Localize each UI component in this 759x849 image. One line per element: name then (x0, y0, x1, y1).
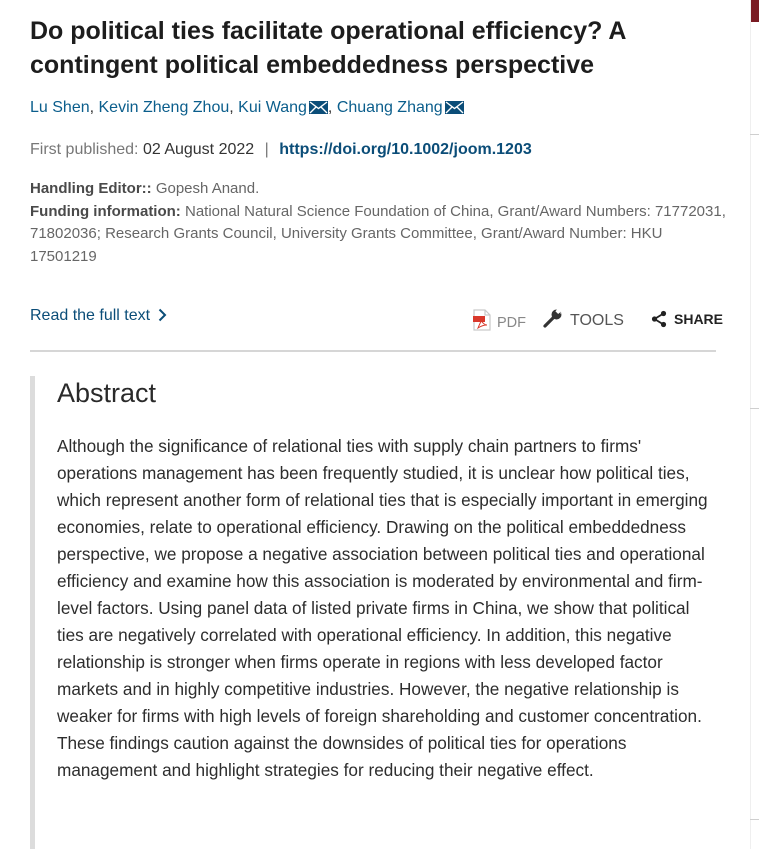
handling-editor-line (30, 178, 730, 201)
pdf-label: PDF (497, 315, 526, 331)
section-divider (30, 350, 716, 352)
author-list (30, 99, 464, 117)
funding-label: Funding information: (30, 202, 181, 220)
tools-label: TOOLS (570, 312, 624, 329)
sidebar-rule (750, 134, 759, 135)
doi-link[interactable]: https://doi.org/10.1002/joom.1203 (279, 141, 532, 158)
first-published-label: First published: (30, 141, 139, 158)
sidebar-edge-thumbnail (751, 0, 759, 22)
abstract-section (30, 376, 725, 849)
envelope-icon[interactable] (445, 101, 464, 114)
separator: | (264, 141, 269, 158)
envelope-icon[interactable] (309, 101, 328, 114)
author-link[interactable]: Lu Shen (30, 99, 90, 116)
tools-button[interactable] (542, 307, 624, 330)
wrench-icon (542, 307, 564, 329)
share-icon (650, 310, 668, 328)
author-link[interactable]: Kevin Zheng Zhou (98, 99, 230, 116)
article-title: Do political ties facilitate operational efficiency? A contingent political embeddedness perspective (30, 17, 626, 79)
read-full-text-link[interactable] (30, 307, 167, 325)
author-link[interactable]: Chuang Zhang (336, 99, 443, 116)
sidebar-rule (750, 819, 759, 820)
handling-editor-label: Handling Editor:: (30, 180, 152, 197)
author-separator: , (89, 99, 99, 116)
share-label: SHARE (674, 311, 724, 327)
sidebar-rule (750, 408, 759, 409)
funding-line (30, 201, 730, 269)
abstract-heading: Abstract (57, 378, 157, 408)
pdf-button[interactable] (473, 309, 526, 331)
funding-text: National Natural Science Foundation of China, Grant/Award Numbers: 71772031, 71802036; Research Grants Council, University Grants Committee, Grant/Award Number: HKU 17501219 (30, 202, 726, 265)
author-link[interactable]: Kui Wang (238, 99, 307, 116)
first-published-date: 02 August 2022 (142, 141, 255, 158)
share-button[interactable] (650, 310, 723, 328)
publication-line (30, 141, 532, 159)
read-full-text-label: Read the full text (30, 307, 151, 324)
article-metadata (30, 178, 730, 268)
handling-editor-name: Gopesh Anand. (155, 180, 260, 197)
author-separator: , (327, 99, 337, 116)
pdf-file-icon (473, 309, 491, 331)
chevron-right-icon (158, 308, 167, 322)
right-edge-line (750, 0, 751, 849)
abstract-text: Although the significance of relational ties with supply chain partners to firms' operations management has been frequently studied, it is unclear how political ties, which represent another form of relational ties that is especially important in emerging economies, relate to operational efficiency. Drawing on the political embeddedness perspective, we propose a negative association between political ties and operational efficiency and examine how this association is moderated by environmental and firm-level factors. Using panel data of listed private firms in China, we show that political ties are negatively correlated with operational efficiency. In addition, this negative relationship is stronger when firms operate in regions with less developed factor markets and in highly competitive industries. However, the negative relationship is weaker for firms with high levels of foreign shareholding and customer concentration. These findings caution against the downsides of political ties for operations management and highlight strategies for reducing their negative effect. (57, 436, 708, 780)
author-separator: , (229, 99, 239, 116)
